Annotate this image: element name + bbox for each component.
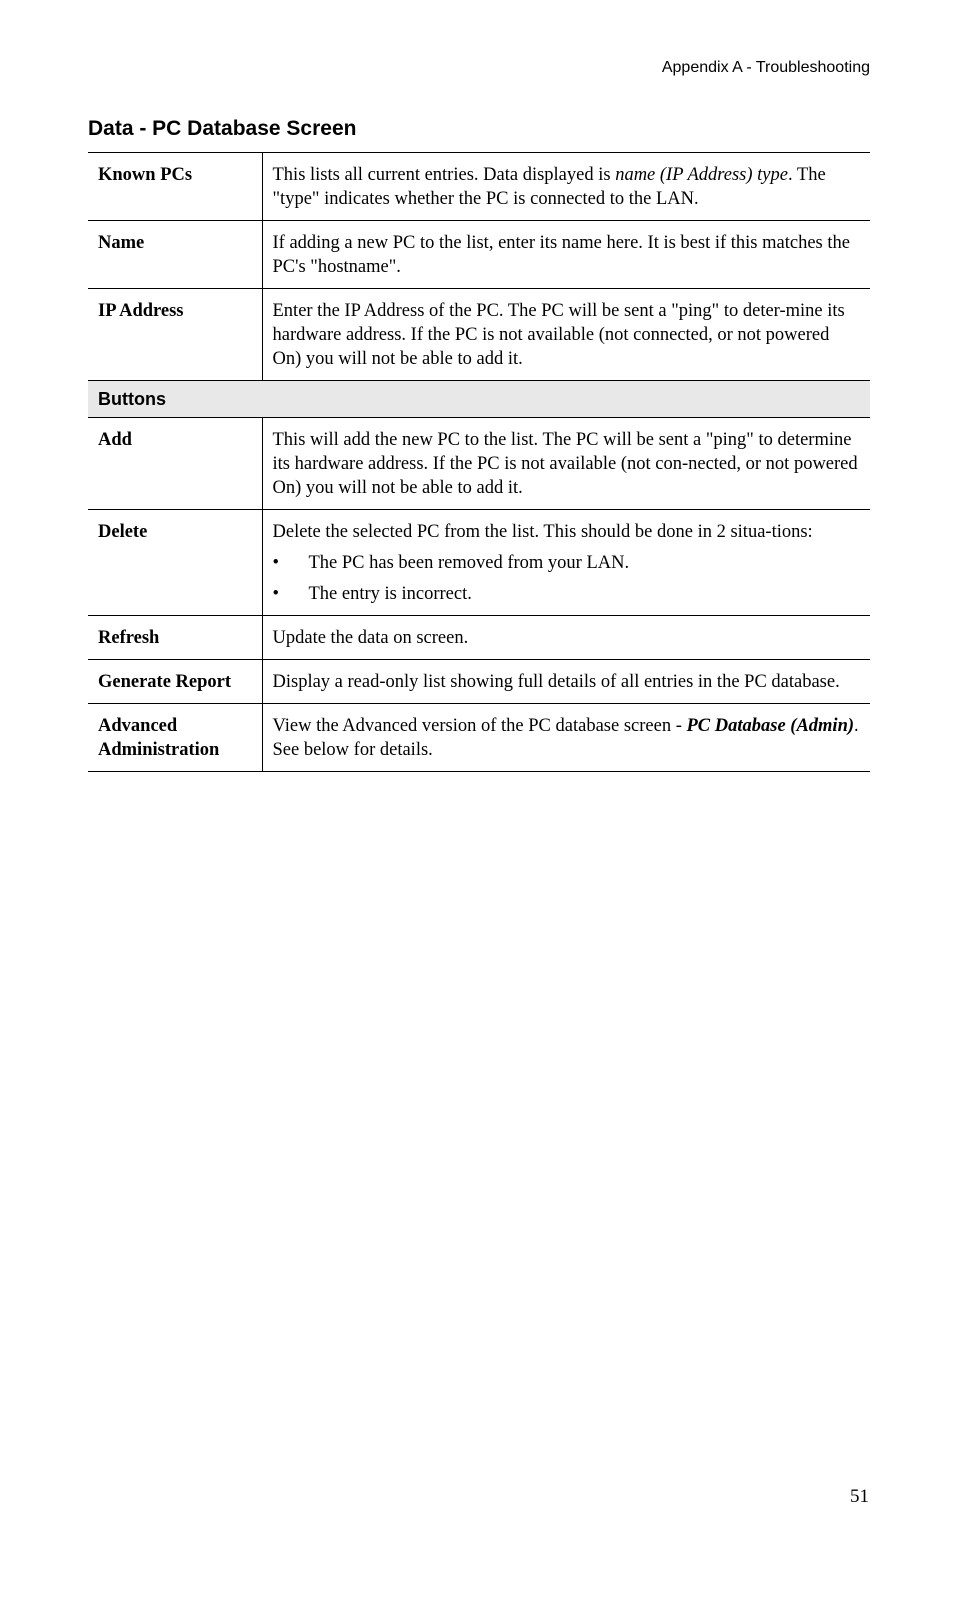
desc-advanced-emphasis: PC Database (Admin) xyxy=(686,716,855,736)
desc-known-pcs-part2: . The "type" indicates whether the PC is connected to the LAN. xyxy=(272,165,826,209)
list-item-text: The PC has been removed from your LAN. xyxy=(308,553,630,573)
term-name: Name xyxy=(88,221,262,289)
desc-name: If adding a new PC to the list, enter its name here. It is best if this matches the PC's "hostname". xyxy=(262,221,870,289)
desc-known-pcs-italic: name (IP Address) type xyxy=(615,165,788,185)
desc-delete-text: Delete the selected PC from the list. This should be done in 2 situa-tions: xyxy=(272,522,813,542)
bullet-icon: • xyxy=(272,584,279,604)
desc-ip-address: Enter the IP Address of the PC. The PC will be sent a "ping" to deter-mine its hardware address. If the PC is not available (not connected, or not powered On) you will not be able to add it. xyxy=(262,289,870,381)
term-advanced-line2: Administration xyxy=(98,740,220,760)
term-refresh: Refresh xyxy=(88,616,262,660)
table-row-known-pcs xyxy=(88,153,870,221)
table-row-delete xyxy=(88,510,870,616)
desc-known-pcs-part1: This lists all current entries. Data displayed is xyxy=(272,165,616,185)
desc-refresh: Update the data on screen. xyxy=(262,616,870,660)
section-title: Data - PC Database Screen xyxy=(88,117,357,140)
table-row-refresh xyxy=(88,616,870,660)
desc-advanced-part1: View the Advanced version of the PC database screen - xyxy=(272,716,687,736)
desc-delete xyxy=(262,510,870,616)
term-ip-address: IP Address xyxy=(88,289,262,381)
table-group-buttons xyxy=(88,381,870,418)
delete-bullet-list xyxy=(273,551,861,606)
desc-generate-report: Display a read-only list showing full details of all entries in the PC database. xyxy=(262,660,870,704)
term-add: Add xyxy=(88,418,262,510)
page-number: 51 xyxy=(850,1486,869,1507)
list-item xyxy=(273,551,861,575)
desc-advanced-administration xyxy=(262,704,870,772)
table-row-advanced-administration xyxy=(88,704,870,772)
desc-add: This will add the new PC to the list. The PC will be sent a "ping" to determine its hardware address. If the PC is not available (not con-nected, or not powered On) you will not be able to add it. xyxy=(262,418,870,510)
table-row-generate-report xyxy=(88,660,870,704)
term-generate-report: Generate Report xyxy=(88,660,262,704)
table-row-add xyxy=(88,418,870,510)
list-item-text: The entry is incorrect. xyxy=(308,584,472,604)
table-row-name xyxy=(88,221,870,289)
running-header: Appendix A - Troubleshooting xyxy=(661,59,870,76)
group-label-buttons: Buttons xyxy=(88,381,870,418)
term-advanced-line1: Advanced xyxy=(98,716,178,736)
table-row-ip-address xyxy=(88,289,870,381)
field-description-table xyxy=(88,152,870,772)
desc-advanced-part2: . See below for details. xyxy=(272,716,859,760)
term-delete: Delete xyxy=(88,510,262,616)
term-known-pcs: Known PCs xyxy=(88,153,262,221)
term-advanced-administration xyxy=(88,704,262,772)
bullet-icon: • xyxy=(272,553,279,573)
desc-known-pcs xyxy=(262,153,870,221)
list-item xyxy=(273,582,861,606)
